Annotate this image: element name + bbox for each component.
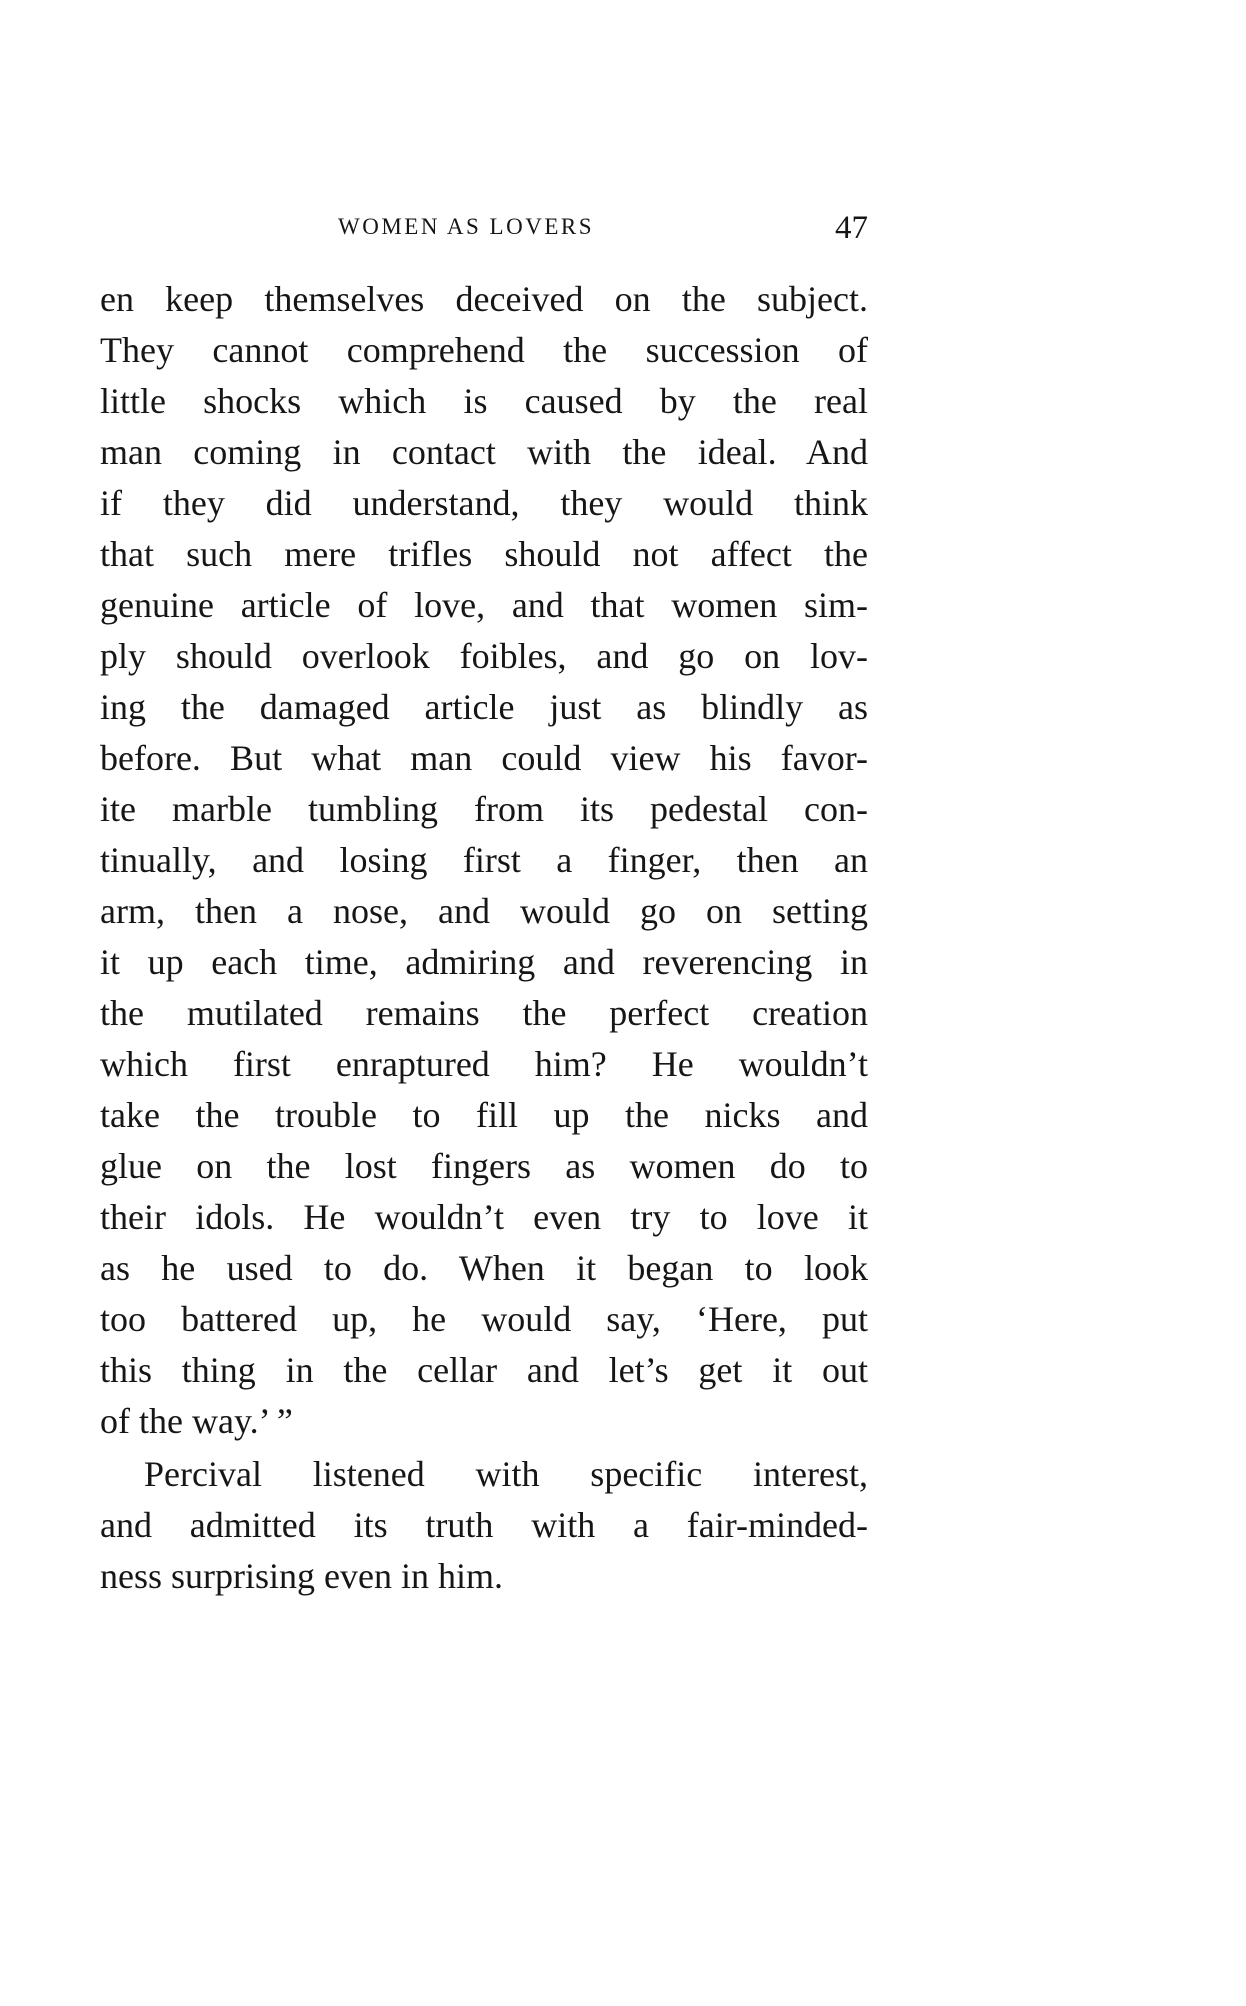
text-line: it up each time, admiring and reverencing in bbox=[100, 942, 868, 982]
text-line: tinually, and losing first a finger, then an bbox=[100, 840, 868, 880]
text-line: as he used to do. When it began to look bbox=[100, 1248, 868, 1288]
paragraph-2 bbox=[100, 1449, 868, 1602]
text-line: ite marble tumbling from its pedestal con- bbox=[100, 789, 868, 829]
body-text bbox=[100, 274, 868, 1602]
text-line: that such mere trifles should not affect the bbox=[100, 534, 868, 574]
page-number: 47 bbox=[835, 210, 868, 246]
running-head bbox=[100, 210, 868, 250]
text-line: ply should overlook foibles, and go on lov- bbox=[100, 636, 868, 676]
text-line: They cannot comprehend the succession of bbox=[100, 330, 868, 370]
text-line: genuine article of love, and that women sim- bbox=[100, 585, 868, 625]
text-line: of the way.’ ” bbox=[100, 1401, 293, 1441]
paragraph-1 bbox=[100, 274, 868, 1447]
text-line: ness surprising even in him. bbox=[100, 1556, 503, 1596]
text-line: too battered up, he would say, ‘Here, put bbox=[100, 1299, 868, 1339]
text-line: this thing in the cellar and let’s get it out bbox=[100, 1350, 868, 1390]
text-line: which first enraptured him? He wouldn’t bbox=[100, 1044, 868, 1084]
running-title: WOMEN AS LOVERS bbox=[338, 214, 595, 239]
text-line: arm, then a nose, and would go on setting bbox=[100, 891, 868, 931]
text-line: en keep themselves deceived on the subject. bbox=[100, 279, 868, 319]
text-line: man coming in contact with the ideal. And bbox=[100, 432, 868, 472]
text-line: before. But what man could view his favor- bbox=[100, 738, 868, 778]
text-line: the mutilated remains the perfect creation bbox=[100, 993, 868, 1033]
text-line: glue on the lost fingers as women do to bbox=[100, 1146, 868, 1186]
text-line: their idols. He wouldn’t even try to love it bbox=[100, 1197, 868, 1237]
text-line: and admitted its truth with a fair-minded- bbox=[100, 1505, 868, 1545]
text-line: take the trouble to fill up the nicks and bbox=[100, 1095, 868, 1135]
text-line: ing the damaged article just as blindly as bbox=[100, 687, 868, 727]
text-line: Percival listened with specific interest, bbox=[144, 1454, 868, 1494]
text-line: if they did understand, they would think bbox=[100, 483, 868, 523]
text-line: little shocks which is caused by the real bbox=[100, 381, 868, 421]
